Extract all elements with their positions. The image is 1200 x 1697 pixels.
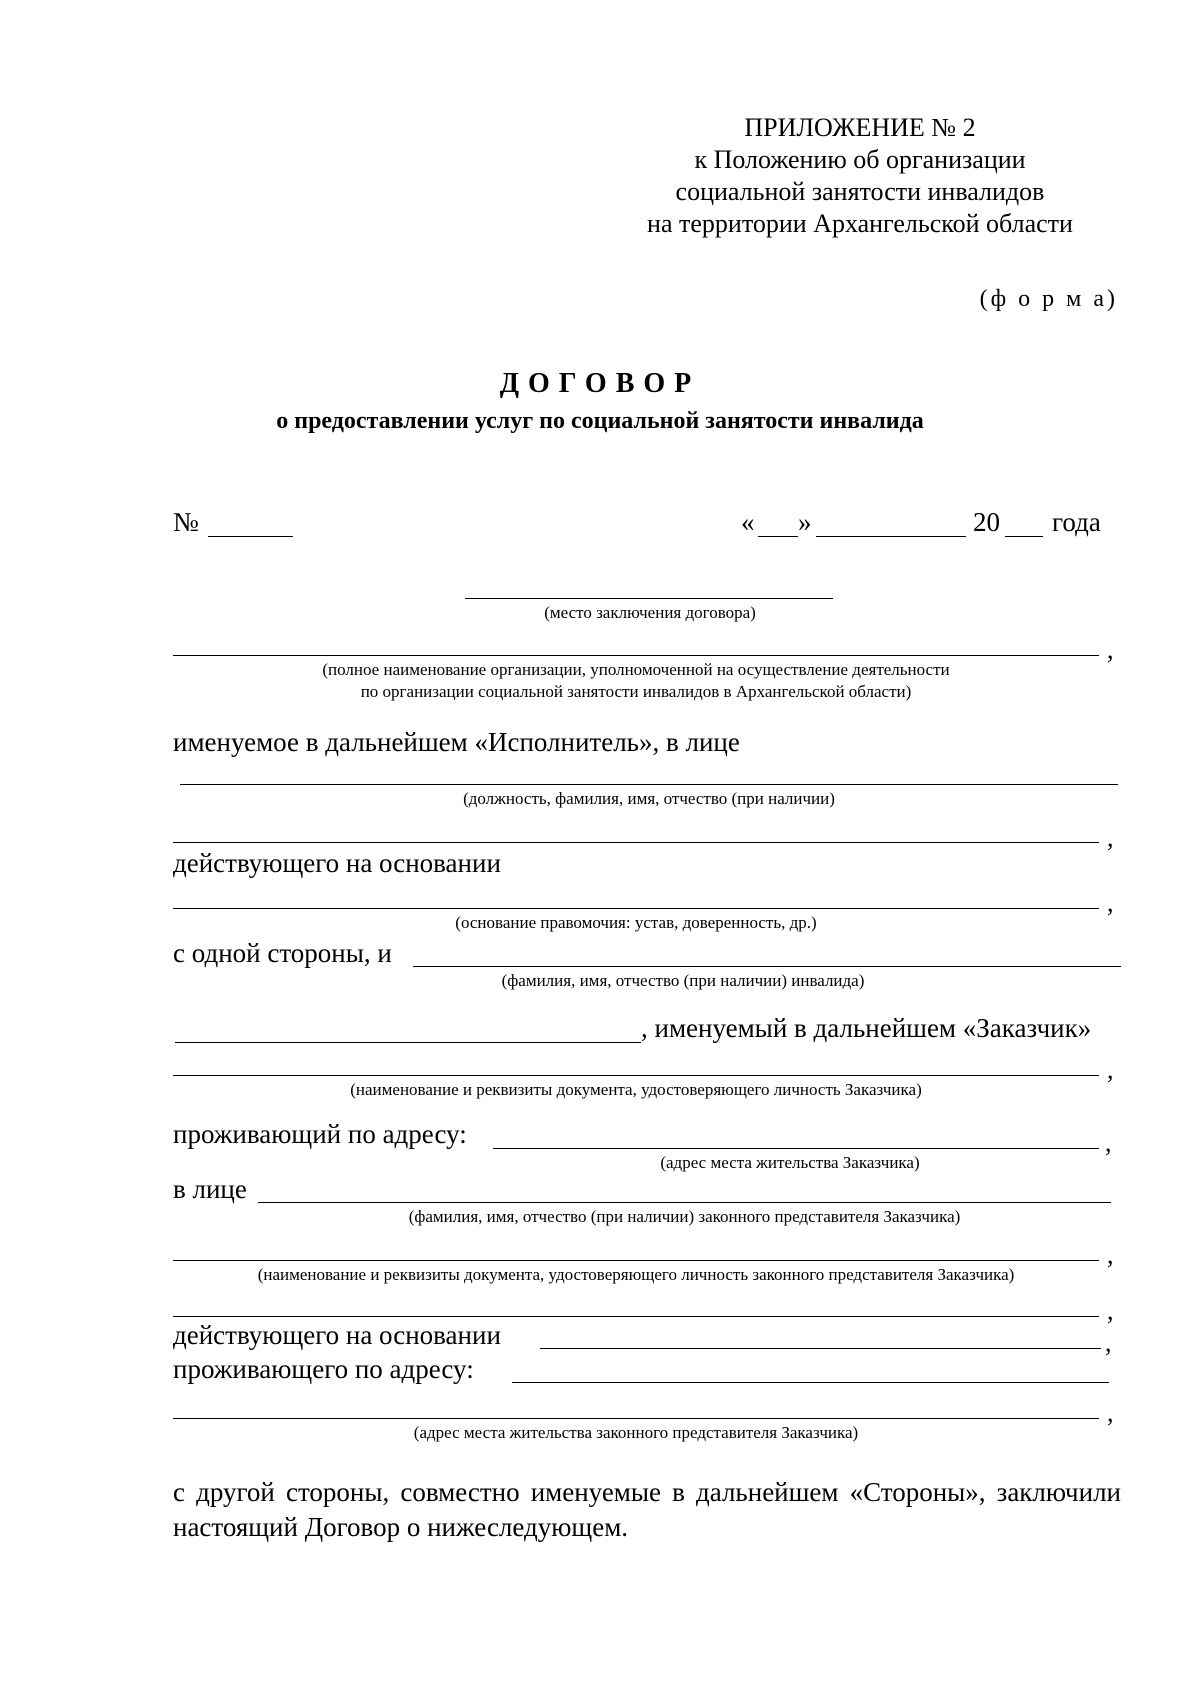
customer-address-caption: (адрес места жительства Заказчика) [660, 1153, 920, 1172]
comma: , [1105, 1328, 1112, 1357]
number-field[interactable] [208, 536, 293, 537]
organization-caption-1: (полное наименование организации, уполномоченной на осуществление деятельности [322, 660, 950, 679]
annex-header [600, 112, 1120, 240]
comma: , [1107, 823, 1114, 852]
comma: , [1107, 888, 1114, 917]
authority-field[interactable] [173, 908, 1099, 909]
representative-name-field[interactable] [258, 1202, 1111, 1203]
disabled-name-caption: (фамилия, имя, отчество (при наличии) инвалида) [501, 971, 865, 990]
closing-paragraph: с другой стороны, совместно именуемые в дальнейшем «Стороны», заключили настоящий Договор о нижеследующем. [173, 1477, 1121, 1542]
in-person-label: в лице [173, 1174, 247, 1204]
annex-line: на территории Архангельской области [647, 209, 1073, 238]
comma: , [1107, 1240, 1114, 1269]
representative-address-field[interactable] [512, 1382, 1109, 1383]
year-field[interactable] [1005, 536, 1043, 537]
document-subtitle: о предоставлении услуг по социальной занятости инвалида [276, 408, 924, 434]
representative-name-caption: (фамилия, имя, отчество (при наличии) законного представителя Заказчика) [408, 1207, 961, 1226]
customer-name-field[interactable] [175, 1042, 641, 1043]
representative-document-field[interactable] [173, 1260, 1099, 1261]
representative-acting-label: действующего на основании [173, 1320, 501, 1350]
customer-address-field[interactable] [493, 1148, 1099, 1149]
number-sign: № [173, 507, 199, 537]
acting-on-basis-label: действующего на основании [173, 848, 501, 878]
month-field[interactable] [816, 536, 966, 537]
year-suffix: года [1052, 507, 1101, 537]
comma: , [1105, 1128, 1112, 1157]
date-close-quote: » [798, 507, 812, 537]
annex-line: социальной занятости инвалидов [675, 177, 1045, 206]
disabled-name-field[interactable] [413, 966, 1121, 967]
one-side-phrase: с одной стороны, и [173, 938, 392, 968]
place-caption: (место заключения договора) [544, 603, 756, 622]
form-label: (ф о р м а) [979, 286, 1118, 312]
customer-named-phrase: , именуемый в дальнейшем «Заказчик» [641, 1013, 1092, 1043]
executor-position-field-2[interactable] [173, 842, 1099, 843]
customer-document-field[interactable] [173, 1075, 1099, 1076]
comma: , [1107, 1398, 1114, 1427]
document-title: ДОГОВОР [499, 368, 701, 399]
authority-caption: (основание правомочия: устав, доверенность, др.) [455, 913, 817, 932]
executor-position-field[interactable] [180, 784, 1118, 785]
representative-address-field-2[interactable] [173, 1418, 1099, 1419]
annex-line: к Положению об организации [694, 145, 1026, 174]
day-field[interactable] [758, 536, 798, 537]
living-at-label: проживающий по адресу: [173, 1119, 467, 1149]
organization-field[interactable] [173, 655, 1099, 656]
representative-living-label: проживающего по адресу: [173, 1354, 474, 1384]
representative-document-field-2[interactable] [173, 1316, 1099, 1317]
representative-authority-field[interactable] [540, 1348, 1101, 1349]
customer-document-caption: (наименование и реквизиты документа, удостоверяющего личность Заказчика) [350, 1080, 922, 1099]
place-field[interactable] [465, 598, 833, 599]
year-prefix: 20 [973, 507, 1000, 537]
executor-phrase: именуемое в дальнейшем «Исполнитель», в лице [173, 727, 740, 757]
date-open-quote: « [741, 507, 755, 537]
annex-title: ПРИЛОЖЕНИЕ № 2 [744, 113, 976, 142]
comma: , [1107, 635, 1114, 664]
comma: , [1107, 1296, 1114, 1325]
representative-document-caption: (наименование и реквизиты документа, удостоверяющего личность законного представителя Заказчика) [257, 1265, 1015, 1284]
comma: , [1107, 1055, 1114, 1084]
position-caption: (должность, фамилия, имя, отчество (при наличии) [463, 789, 835, 808]
organization-caption-2: по организации социальной занятости инвалидов в Архангельской области) [360, 682, 912, 701]
representative-address-caption: (адрес места жительства законного представителя Заказчика) [413, 1423, 859, 1442]
